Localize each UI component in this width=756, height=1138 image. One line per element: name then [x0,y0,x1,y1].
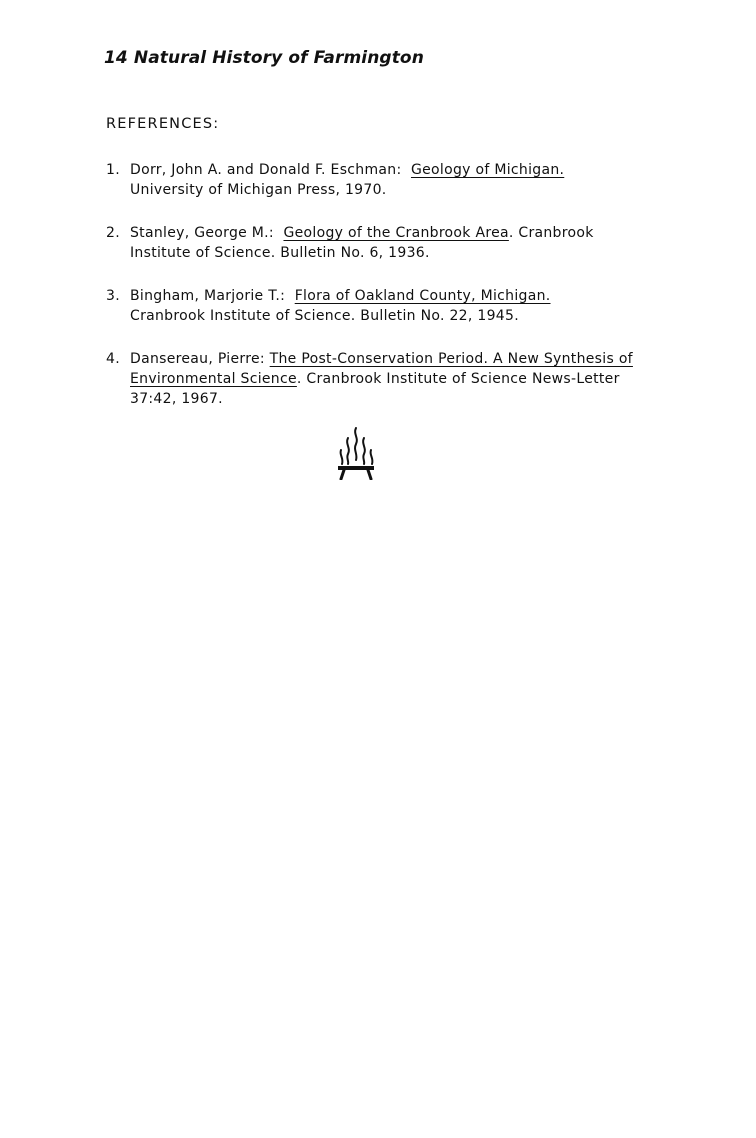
reference-author: Bingham, Marjorie T.: [130,288,286,304]
reference-number: 2. [106,225,120,241]
flame-brazier-icon [334,424,378,480]
reference-item-2 [106,223,646,263]
reference-text [130,223,646,263]
reference-list [106,160,646,432]
reference-text [130,286,646,326]
reference-item-4 [106,349,646,409]
reference-author: Dansereau, Pierre: [130,351,265,367]
reference-title: Geology of Michigan. [410,162,565,178]
reference-text [130,160,646,200]
reference-title: Flora of Oakland County, Michigan. [294,288,551,304]
references-heading: REFERENCES: [106,116,220,132]
reference-number: 4. [106,351,120,367]
running-head: 14 Natural History of Farmington [104,48,424,68]
reference-publisher: University of Michigan Press, 1970. [130,182,387,198]
reference-author: Dorr, John A. and Donald F. Eschman: [130,162,402,178]
reference-item-3 [106,286,646,326]
reference-publisher: Cranbrook Institute of Science. Bulletin No. 22, 1945. [130,308,519,324]
reference-author: Stanley, George M.: [130,225,274,241]
reference-title: The Post-Conservation Period. A New Synthesis of Environmental Science [130,351,633,387]
reference-title: Geology of the Cranbrook Area [283,225,509,241]
reference-publisher: . Cranbrook Institute of Science News-Letter 37:42, 1967. [130,371,620,407]
reference-item-1 [106,160,646,200]
reference-number: 1. [106,162,120,178]
reference-number: 3. [106,288,120,304]
reference-publisher: . Cranbrook Institute of Science. Bulletin No. 6, 1936. [130,225,594,261]
reference-text [130,349,646,409]
